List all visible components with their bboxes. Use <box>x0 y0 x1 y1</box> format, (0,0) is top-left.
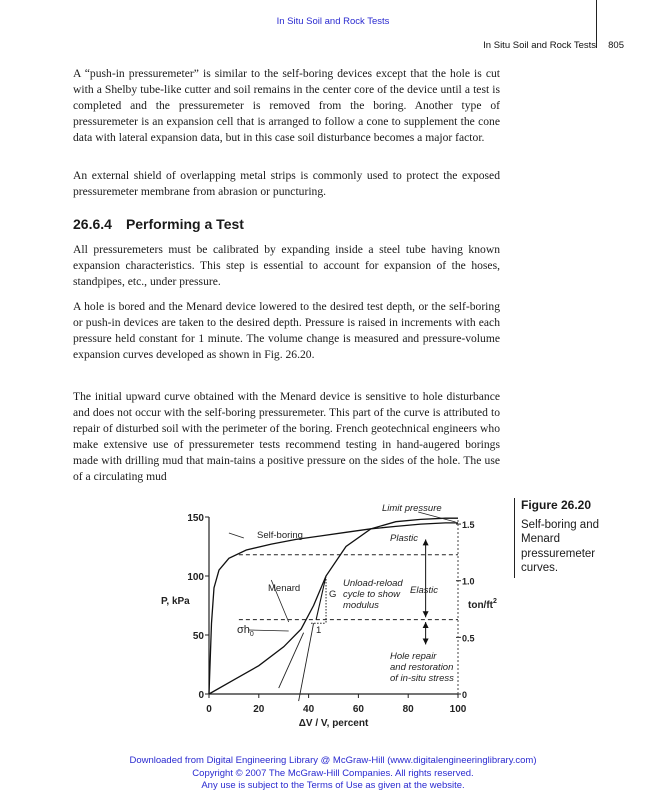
y2-tick-label: 0 <box>462 690 468 700</box>
x-tick-label: 60 <box>352 704 364 715</box>
plastic-label: Plastic <box>390 533 418 544</box>
elastic-arrow-head-down <box>423 611 429 617</box>
hole-repair-arrow-head-down <box>423 638 429 644</box>
elastic-arrow-head-up <box>423 539 429 545</box>
section-number: 26.6.4 <box>73 216 112 232</box>
y2-axis-label-superscript: 2 <box>493 598 497 605</box>
unload-reload-loop <box>316 576 326 620</box>
self-boring-label: Self-boring <box>257 530 303 541</box>
top-link[interactable]: In Situ Soil and Rock Tests <box>276 16 390 27</box>
sigma-h0-subscript: 0 <box>249 631 254 638</box>
footer <box>0 755 666 793</box>
x-tick-label: 40 <box>303 704 315 715</box>
unload-reload-label-3: modulus <box>343 600 379 611</box>
x-tick-label: 100 <box>449 704 467 715</box>
paragraph-initial-curve: The initial upward curve obtained with the Menard device is sensitive to hole disturbance and does not occur with the self-boring pressuremeter. This part of the curve is attributed to repair of disturbed soil with the perimeter of the boring. French geotechnical engineers who make extensive use of pressuremeter tests recommend testing in hand-augered borings made with drilling mud that main-tains a positive pressure on the sides of the hole. The use of a circulating mud <box>73 390 500 483</box>
self-boring-leader <box>229 533 244 538</box>
elastic-label: Elastic <box>410 585 438 596</box>
figure-caption-text: Self-boring and Menard pressuremeter curves. <box>521 518 599 574</box>
figure-caption-rule <box>514 498 515 578</box>
footer-terms[interactable]: Any use is subject to the Terms of Use as given at the website. <box>201 780 465 791</box>
page-number: 805 <box>608 40 624 51</box>
hole-repair-label-1: Hole repair <box>390 651 437 662</box>
x-tick-label: 80 <box>402 704 414 715</box>
x-axis-label: ΔV / V, percent <box>298 718 369 729</box>
paragraph-procedure: A hole is bored and the Menard device lowered to the desired test depth, or the self-boring or push-in devices are taken to the desired depth. Pressure is raised in increments with each pressure held constant for 1 minute. The volume change is measured and pressure-volume expansion curves developed as shown in Fig. 26.20. <box>73 300 500 361</box>
hole-repair-arrow-head-up <box>423 622 429 628</box>
chart-annotations <box>229 503 456 684</box>
hole-repair-label-3: of in-situ stress <box>390 673 454 684</box>
sigma-h0-label: $\sigma h_0$ <box>237 624 254 638</box>
menard-label: Menard <box>268 583 301 594</box>
footer-copyright: Copyright © 2007 The McGraw-Hill Companies. All rights reserved. <box>192 767 474 779</box>
y-tick-label: 150 <box>187 513 204 524</box>
y2-tick-label: 1.5 <box>462 520 475 531</box>
modulus-g-label: G <box>329 589 337 600</box>
y-tick-label: 100 <box>187 572 204 583</box>
y-axis-label: P, kPa <box>161 596 190 607</box>
tangent-line-left <box>279 633 304 688</box>
unload-reload-label-2: cycle to show <box>343 589 401 600</box>
y-tick-label: 50 <box>192 631 204 642</box>
tangent-line-right <box>299 623 314 701</box>
unload-reload-label-1: Unload-reload <box>343 578 403 589</box>
slope-one-label: 1 <box>316 625 322 636</box>
limit-pressure-label: Limit pressure <box>382 503 442 514</box>
footer-download-link[interactable]: Downloaded from Digital Engineering Library @ McGraw-Hill (www.digitalengineeringlibrary.com) <box>129 755 537 766</box>
figure-label: Figure 26.20 <box>521 498 592 512</box>
y-tick-label: 0 <box>198 690 204 701</box>
hole-repair-label-2: and restoration <box>390 662 454 673</box>
paragraph-calibration: All pressuremeters must be calibrated by expanding inside a steel tube having known expansion characteristics. This step is essential to account for expansion of the hoses, standpipes, etc., under pressure. <box>73 243 500 288</box>
y2-tick-label: 0.5 <box>462 633 475 644</box>
paragraph-shield: An external shield of overlapping metal strips is commonly used to protect the exposed pressuremeter membrane from abrasion or puncturing. <box>73 169 500 198</box>
paragraph-push-in: A “push-in pressuremeter” is similar to the self-boring devices except that the hole is cut with a Shelby tube-like cutter and soil remains in the center core of the device until a test is completed and the pressuremeter is removed from the boring. Another type of pressuremeter is an expansion cell that is arranged to follow a cone to supplement the cone data with lateral expansion data, but in this case soil disturbance becomes a major factor. <box>73 67 500 144</box>
running-title: In Situ Soil and Rock Tests <box>483 40 596 51</box>
section-title: Performing a Test <box>125 216 244 232</box>
y2-tick-label: 1.0 <box>462 576 475 587</box>
x-tick-label: 20 <box>253 704 265 715</box>
y2-axis-label: ton/$ft^2$ <box>468 598 497 611</box>
sigma-leader <box>249 630 289 631</box>
x-tick-label: 0 <box>206 704 212 715</box>
figure-caption <box>521 498 626 576</box>
